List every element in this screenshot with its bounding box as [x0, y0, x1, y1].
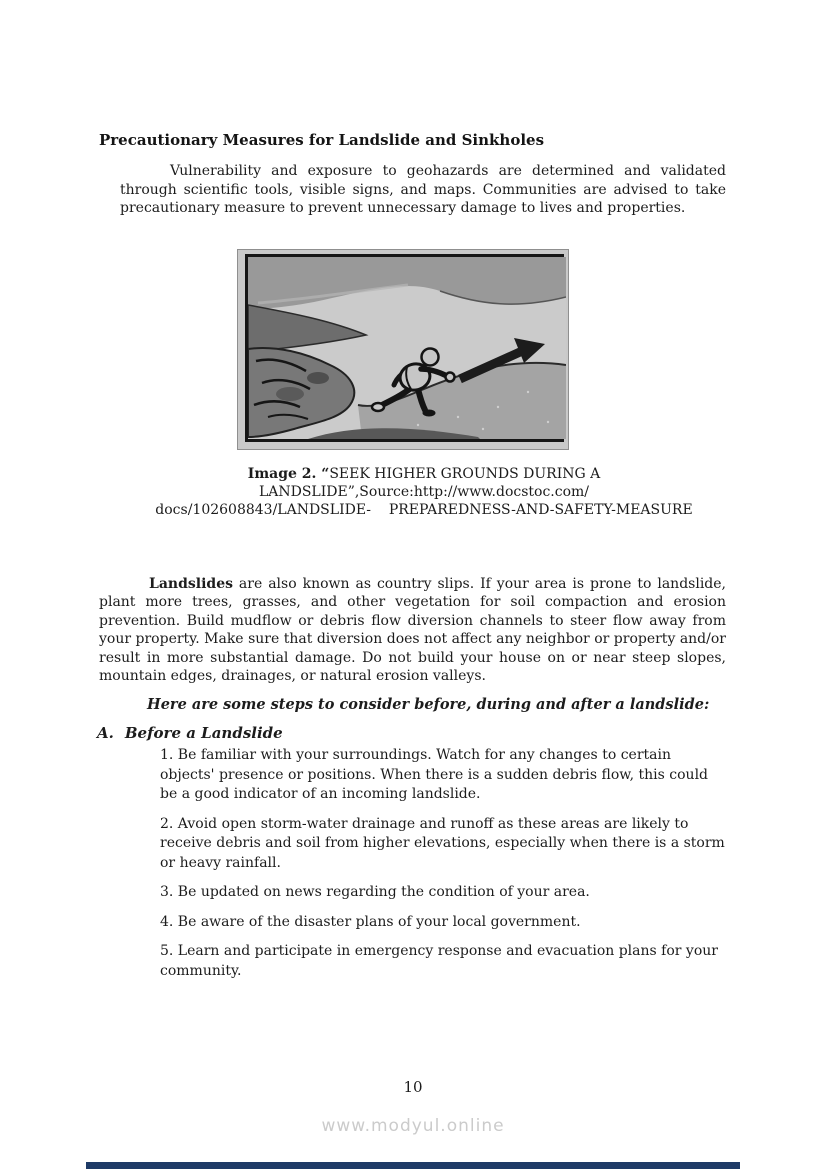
before-landslide-steps: [99, 746, 726, 981]
figure-frame: [237, 249, 569, 450]
figure-inner-border: [245, 254, 564, 442]
caption-line: Image 2. “SEEK HIGHER GROUNDS DURING A: [247, 465, 601, 482]
step-item: 4. Be aware of the disaster plans of your local government.: [160, 913, 581, 930]
step-item: 5. Learn and participate in emergency response and evacuation plans for your community.: [160, 943, 718, 979]
landslides-paragraph: Landslides are also known as country slips. If your area is prone to landslide, plant more trees, grasses, and other vegetation for soil compaction and erosion prevention. Build mudflow or debris flow diversion channels to steer flow away from your property. Make sure that diversion does not affect any neighbor or property and/or result in more substantial damage. Do not build your house on or near steep slopes, mountain edges, drainages, or natural erosion valleys.: [99, 575, 726, 684]
section-heading: Precautionary Measures for Landslide and Sinkholes: [99, 131, 545, 149]
footer-accent-bar: [86, 1162, 740, 1169]
caption-line: LANDSLIDE”,Source:http://www.docstoc.com/: [258, 483, 590, 500]
section-a-heading: [97, 724, 726, 743]
step-item: 2. Avoid open storm-water drainage and runoff as these areas are likely to receive debris and soil from higher elevations, especially when there is a storm or heavy rainfall.: [160, 815, 725, 871]
caption-line: docs/102608843/LANDSLIDE- PREPAREDNESS-AND-SAFETY-MEASURE: [155, 501, 693, 518]
steps-intro-heading: Here are some steps to consider before, during and after a landslide:: [147, 695, 710, 713]
site-watermark: www.modyul.online: [321, 1116, 505, 1136]
page-number: 10: [403, 1078, 423, 1096]
caption-figure-label: Image 2. “: [247, 465, 330, 482]
section-a-label: A.: [97, 724, 114, 742]
landslides-lead-word: Landslides: [149, 575, 233, 592]
step-item: 3. Be updated on news regarding the condition of your area.: [160, 884, 590, 900]
landslide-illustration: [248, 257, 566, 439]
intro-paragraph: Vulnerability and exposure to geohazards are determined and validated through scientific tools, visible signs, and maps. Communities are advised to take precautionary measure to prevent unnecessary damage to lives and properties.: [120, 163, 726, 216]
section-a-title: Before a Landslide: [124, 724, 283, 742]
figure-caption: [119, 465, 729, 519]
step-item: 1. Be familiar with your surroundings. Watch for any changes to certain objects' presence or positions. When there is a sudden debris flow, this could be a good indicator of an incoming landslide.: [160, 747, 709, 802]
